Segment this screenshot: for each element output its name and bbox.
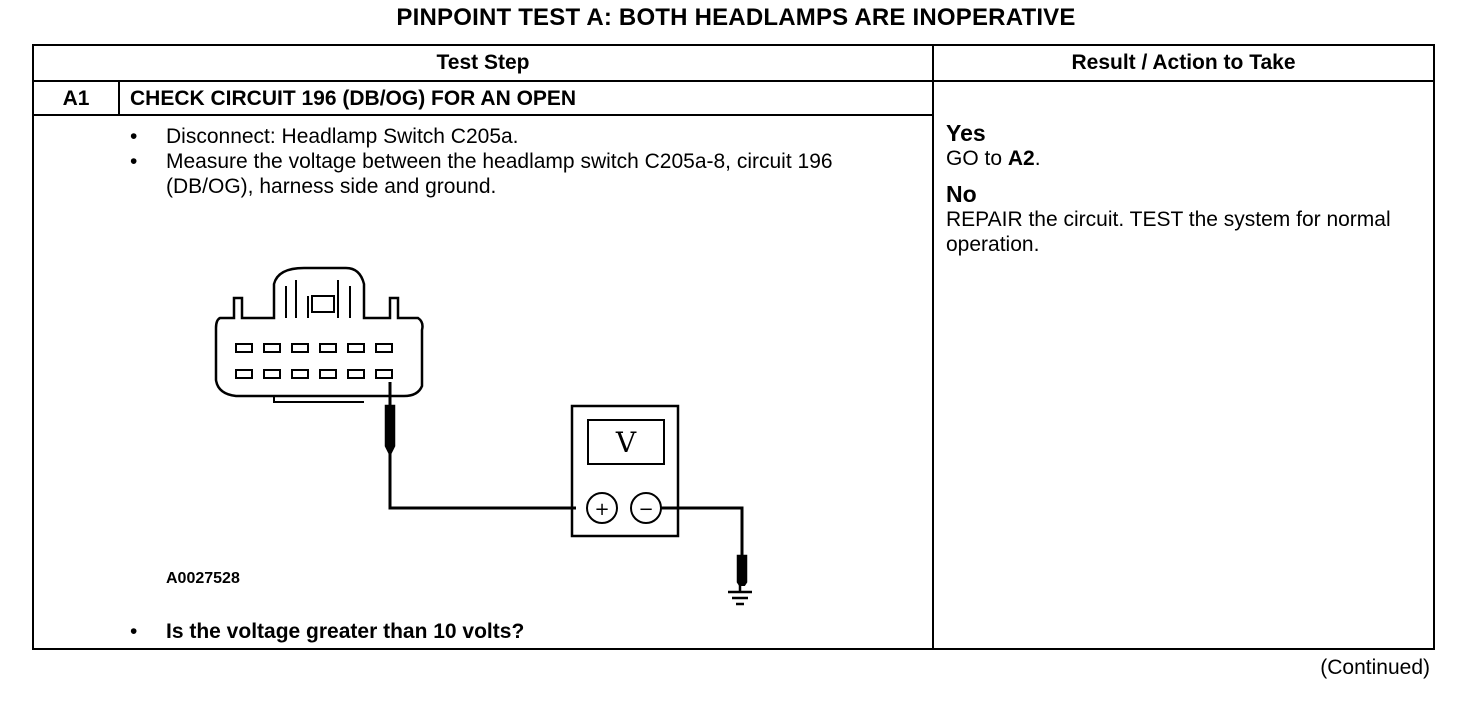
instruction-item bbox=[130, 124, 920, 149]
result-yes-label: Yes bbox=[946, 120, 986, 146]
step-title: CHECK CIRCUIT 196 (DB/OG) FOR AN OPEN bbox=[130, 87, 577, 110]
bullet-icon: • bbox=[130, 125, 138, 148]
instruction-text: Disconnect: Headlamp Switch C205a. bbox=[166, 125, 519, 148]
result-no-action: REPAIR the circuit. TEST the system for normal operation. bbox=[946, 208, 1391, 256]
result-no-label: No bbox=[946, 181, 977, 207]
bullet-icon: • bbox=[130, 150, 138, 173]
voltmeter-diagram bbox=[214, 266, 774, 586]
step-question bbox=[130, 620, 524, 644]
yes-action-prefix: GO to bbox=[946, 147, 1008, 170]
instruction-item bbox=[130, 149, 920, 199]
probe-tip-negative bbox=[738, 556, 746, 586]
page-title: PINPOINT TEST A: BOTH HEADLAMPS ARE INOPERATIVE bbox=[396, 4, 1076, 31]
plus-sign: + bbox=[594, 499, 610, 520]
question-text: Is the voltage greater than 10 volts? bbox=[166, 620, 525, 643]
step-instructions bbox=[130, 124, 920, 199]
ground-icon bbox=[724, 584, 764, 614]
continued-note: (Continued) bbox=[1320, 656, 1430, 679]
minus-sign: − bbox=[638, 499, 654, 520]
connector-latch bbox=[312, 296, 334, 312]
result-yes-action bbox=[946, 146, 1426, 171]
bullet-icon: • bbox=[130, 620, 138, 643]
probe-tip-positive bbox=[386, 406, 394, 454]
figure-code: A0027528 bbox=[166, 570, 240, 587]
header-test-step: Test Step bbox=[436, 51, 530, 74]
header-result-action: Result / Action to Take bbox=[1071, 51, 1296, 74]
instruction-text: Measure the voltage between the headlamp switch C205a-8, circuit 196 (DB/OG), harness side and ground. bbox=[166, 150, 833, 198]
probe-wire-positive bbox=[390, 382, 576, 508]
voltmeter-label: V bbox=[615, 426, 637, 459]
result-action-cell bbox=[946, 120, 1426, 257]
yes-action-suffix: . bbox=[1034, 147, 1041, 170]
pinpoint-test-table bbox=[32, 44, 1435, 650]
step-id: A1 bbox=[62, 87, 90, 110]
yes-action-target: A2 bbox=[1007, 147, 1035, 170]
step-id-divider bbox=[118, 80, 120, 116]
column-divider bbox=[932, 46, 934, 648]
